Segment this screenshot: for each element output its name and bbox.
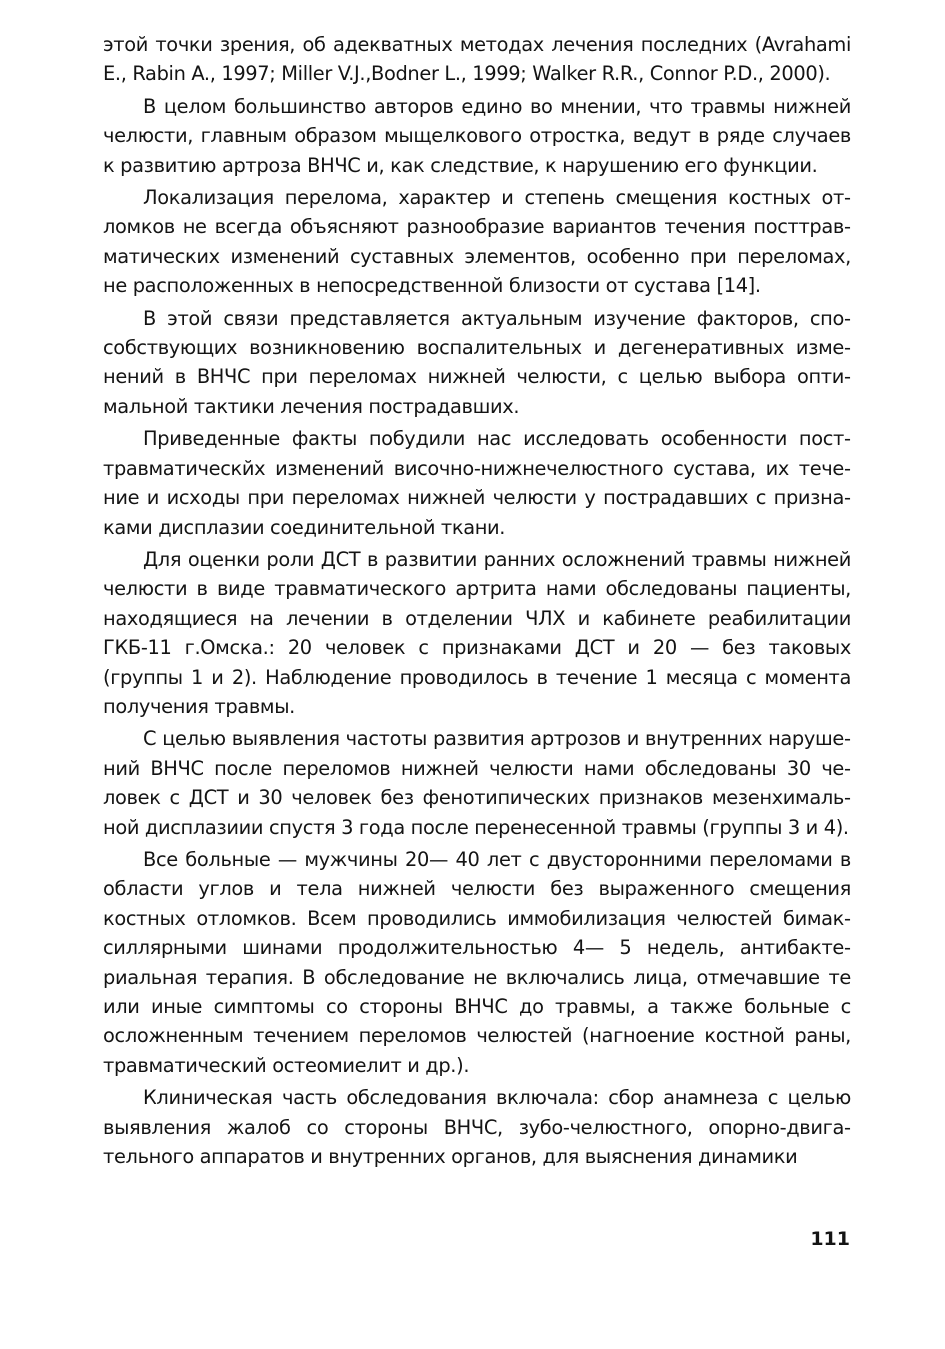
paragraph-authors-opinion: В целом большинство авторов едино во мнении, что травмы нижней челюсти, главным образом мыщелкового отростка, ведут в ряде случаев к развитию артроза ВНЧС и, как следствие, к нарушению его функции. xyxy=(103,94,851,177)
paragraph-early-complications: Для оценки роли ДСТ в развитии ранних осложнений травмы нижней челюсти в виде травматического артрита нами обследованы пациенты, находящиеся на лечении в отделении ЧЛХ и кабинете реабилитации ГКБ-11 г.Омска.: 20 человек с признаками ДСТ и 20 — без таковых (группы 1 и 2). Наблюдение проводилось в течение 1 месяца с момента получения травмы. xyxy=(103,547,851,718)
paragraph-continuation: этой точки зрения, об адекватных методах лечения последних (Avrahami E., Rabin A., 1997; Miller V.J.,Bodner L., 1999; Walker R.R., Connor P.D., 2000). xyxy=(103,33,851,86)
paragraph-clinical-part: Клиническая часть обследования включала: сбор анамнеза с целью выявления жалоб со стороны ВНЧС, зубо-челюстного, опорно-двигательного аппаратов и внутренних органов, для выяснения динамики xyxy=(103,1086,851,1169)
page-number: 111 xyxy=(810,1228,850,1250)
page-body xyxy=(103,30,851,1174)
paragraph-fracture-localization: Локализация перелома, характер и степень смещения костных отломков не всегда объясняют разнообразие вариантов течения посттравматических изменений суставных элементов, особенно при переломах, не расположенных в непосредственной близости от сустава [14]. xyxy=(103,186,851,298)
paragraph-arthrosis-frequency: С целью выявления частоты развития артрозов и внутренних нарушений ВНЧС после переломов нижней челюсти нами обследованы 30 человек с ДСТ и 30 человек без фенотипических признаков мезенхимальной дисплазиии спустя 3 года после перенесенной травмы (группы 3 и 4). xyxy=(103,727,851,839)
paragraph-patients: Все больные — мужчины 20— 40 лет с двусторонними переломами в области углов и тела нижней челюсти без выраженного смещения костных отломков. Всем проводились иммобилизация челюстей бимаксиллярными шинами продолжительностью 4— 5 недель, антибактериальная терапия. В обследование не включались лица, отмечавшие те или иные симптомы со стороны ВНЧС до травмы, а также больные с осложненным течением переломов челюстей (нагноение костной раны, травматический остеомиелит и др.). xyxy=(103,847,851,1077)
paragraph-study-aim: Приведенные факты побудили нас исследовать особенности посттравматическйх изменений височно-нижнечелюстного сустава, их течение и исходы при переломах нижней челюсти у пострадавших с признаками дисплазии соединительной ткани. xyxy=(103,427,851,539)
paragraph-relevance: В этой связи представляется актуальным изучение факторов, способствующих возникновению воспалительных и дегенеративных изменений в ВНЧС при переломах нижней челюсти, с целью выбора оптимальной тактики лечения пострадавших. xyxy=(103,306,851,418)
